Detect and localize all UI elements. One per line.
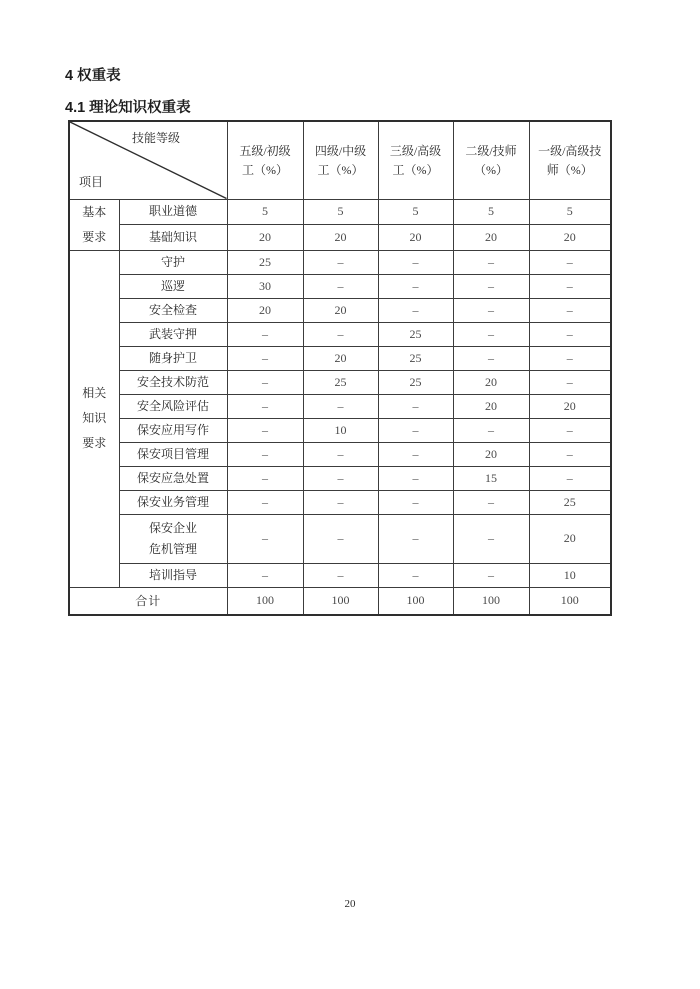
- value-cell: 25: [227, 250, 303, 274]
- value-cell: –: [378, 298, 453, 322]
- corner-skill-level-label: 技能等级: [132, 131, 181, 145]
- column-header-line: 师（%）: [546, 162, 593, 177]
- row-label: 守护: [119, 250, 227, 274]
- value-cell: –: [453, 274, 529, 298]
- value-cell: 15: [453, 466, 529, 490]
- corner-item-label: 项目: [79, 174, 104, 189]
- table-header-row: [69, 121, 611, 199]
- value-cell: 20: [227, 298, 303, 322]
- column-header-line: 工（%）: [317, 162, 364, 177]
- value-cell: 20: [529, 394, 611, 418]
- column-header-line: 五级/初级: [239, 143, 291, 158]
- value-cell: 5: [529, 199, 611, 225]
- value-cell: –: [227, 442, 303, 466]
- value-cell: 20: [378, 225, 453, 251]
- column-header-line: 四级/中级: [314, 143, 367, 158]
- total-row: [69, 587, 611, 615]
- total-value-cell: 100: [529, 587, 611, 615]
- value-cell: 20: [303, 225, 378, 251]
- value-cell: –: [529, 250, 611, 274]
- value-cell: 5: [303, 199, 378, 225]
- value-cell: –: [453, 563, 529, 587]
- column-header-level4: [303, 121, 378, 199]
- value-cell: 30: [227, 274, 303, 298]
- theory-knowledge-weight-table: [68, 120, 612, 616]
- table-row: [69, 514, 611, 563]
- total-value-cell: 100: [227, 587, 303, 615]
- value-cell: –: [227, 490, 303, 514]
- row-label: 保安业务管理: [119, 490, 227, 514]
- value-cell: –: [453, 418, 529, 442]
- value-cell: –: [529, 298, 611, 322]
- value-cell: –: [529, 442, 611, 466]
- value-cell: 20: [303, 346, 378, 370]
- value-cell: –: [303, 442, 378, 466]
- value-cell: 25: [378, 370, 453, 394]
- subsection-heading: 4.1 理论知识权重表: [65, 100, 191, 116]
- value-cell: –: [303, 394, 378, 418]
- table-row: [69, 490, 611, 514]
- value-cell: –: [227, 563, 303, 587]
- value-cell: –: [227, 418, 303, 442]
- group-label: 相关 知识 要求: [69, 250, 119, 587]
- value-cell: –: [227, 370, 303, 394]
- table-row: [69, 466, 611, 490]
- column-header-level2: [453, 121, 529, 199]
- column-header-level3: [378, 121, 453, 199]
- total-value-cell: 100: [303, 587, 378, 615]
- value-cell: 20: [453, 225, 529, 251]
- table-row: [69, 346, 611, 370]
- value-cell: 5: [378, 199, 453, 225]
- value-cell: 5: [453, 199, 529, 225]
- value-cell: –: [303, 490, 378, 514]
- value-cell: –: [453, 250, 529, 274]
- value-cell: 10: [529, 563, 611, 587]
- value-cell: –: [227, 322, 303, 346]
- value-cell: –: [453, 514, 529, 563]
- group-label: 基本 要求: [69, 199, 119, 250]
- table-row: [69, 274, 611, 298]
- value-cell: 20: [303, 298, 378, 322]
- row-label: 基础知识: [119, 225, 227, 251]
- value-cell: –: [378, 442, 453, 466]
- table-row: [69, 442, 611, 466]
- total-value-cell: 100: [453, 587, 529, 615]
- value-cell: –: [453, 298, 529, 322]
- value-cell: –: [378, 274, 453, 298]
- value-cell: –: [303, 514, 378, 563]
- row-label: 安全技术防范: [119, 370, 227, 394]
- value-cell: 20: [227, 225, 303, 251]
- value-cell: –: [529, 370, 611, 394]
- row-label: 安全检查: [119, 298, 227, 322]
- column-header-level1: [529, 121, 611, 199]
- value-cell: 20: [529, 514, 611, 563]
- table-row: [69, 225, 611, 251]
- column-header-level5: [227, 121, 303, 199]
- weight-table-body: [69, 199, 611, 615]
- column-header-line: 工（%）: [392, 162, 439, 177]
- value-cell: –: [303, 274, 378, 298]
- page-number: 20: [344, 898, 356, 910]
- row-label: 安全风险评估: [119, 394, 227, 418]
- value-cell: –: [378, 394, 453, 418]
- value-cell: 20: [453, 370, 529, 394]
- value-cell: 10: [303, 418, 378, 442]
- column-header-line: 二级/技师: [465, 143, 517, 158]
- row-label: 武装守押: [119, 322, 227, 346]
- corner-cell: [69, 121, 227, 199]
- value-cell: –: [529, 466, 611, 490]
- value-cell: –: [529, 418, 611, 442]
- row-label: 保安企业 危机管理: [119, 514, 227, 563]
- column-header-line: 三级/高级: [389, 143, 442, 158]
- value-cell: 25: [378, 346, 453, 370]
- value-cell: –: [529, 346, 611, 370]
- value-cell: 25: [529, 490, 611, 514]
- value-cell: –: [453, 346, 529, 370]
- table-row: [69, 563, 611, 587]
- value-cell: –: [227, 394, 303, 418]
- row-label: 保安应急处置: [119, 466, 227, 490]
- column-header-line: 工（%）: [242, 162, 288, 177]
- value-cell: –: [453, 490, 529, 514]
- value-cell: –: [529, 322, 611, 346]
- value-cell: –: [378, 490, 453, 514]
- table-row: [69, 250, 611, 274]
- value-cell: –: [303, 563, 378, 587]
- section-heading: 4 权重表: [65, 68, 121, 84]
- value-cell: –: [227, 346, 303, 370]
- value-cell: –: [378, 563, 453, 587]
- value-cell: –: [378, 418, 453, 442]
- value-cell: 25: [303, 370, 378, 394]
- column-header-line: （%）: [474, 162, 508, 177]
- row-label: 保安项目管理: [119, 442, 227, 466]
- row-label: 随身护卫: [119, 346, 227, 370]
- table-row: [69, 322, 611, 346]
- value-cell: 25: [378, 322, 453, 346]
- table-row: [69, 298, 611, 322]
- row-label: 保安应用写作: [119, 418, 227, 442]
- value-cell: –: [227, 514, 303, 563]
- value-cell: 20: [453, 442, 529, 466]
- value-cell: –: [227, 466, 303, 490]
- value-cell: 20: [529, 225, 611, 251]
- total-label: 合计: [69, 587, 227, 615]
- table-row: [69, 370, 611, 394]
- row-label: 巡逻: [119, 274, 227, 298]
- row-label: 职业道德: [119, 199, 227, 225]
- column-header-line: 一级/高级技: [538, 143, 602, 158]
- table-row: [69, 418, 611, 442]
- table-row: [69, 199, 611, 225]
- value-cell: –: [529, 274, 611, 298]
- value-cell: 20: [453, 394, 529, 418]
- value-cell: –: [378, 250, 453, 274]
- value-cell: –: [378, 466, 453, 490]
- value-cell: 5: [227, 199, 303, 225]
- value-cell: –: [453, 322, 529, 346]
- value-cell: –: [378, 514, 453, 563]
- table-row: [69, 394, 611, 418]
- total-value-cell: 100: [378, 587, 453, 615]
- value-cell: –: [303, 250, 378, 274]
- row-label: 培训指导: [119, 563, 227, 587]
- value-cell: –: [303, 466, 378, 490]
- value-cell: –: [303, 322, 378, 346]
